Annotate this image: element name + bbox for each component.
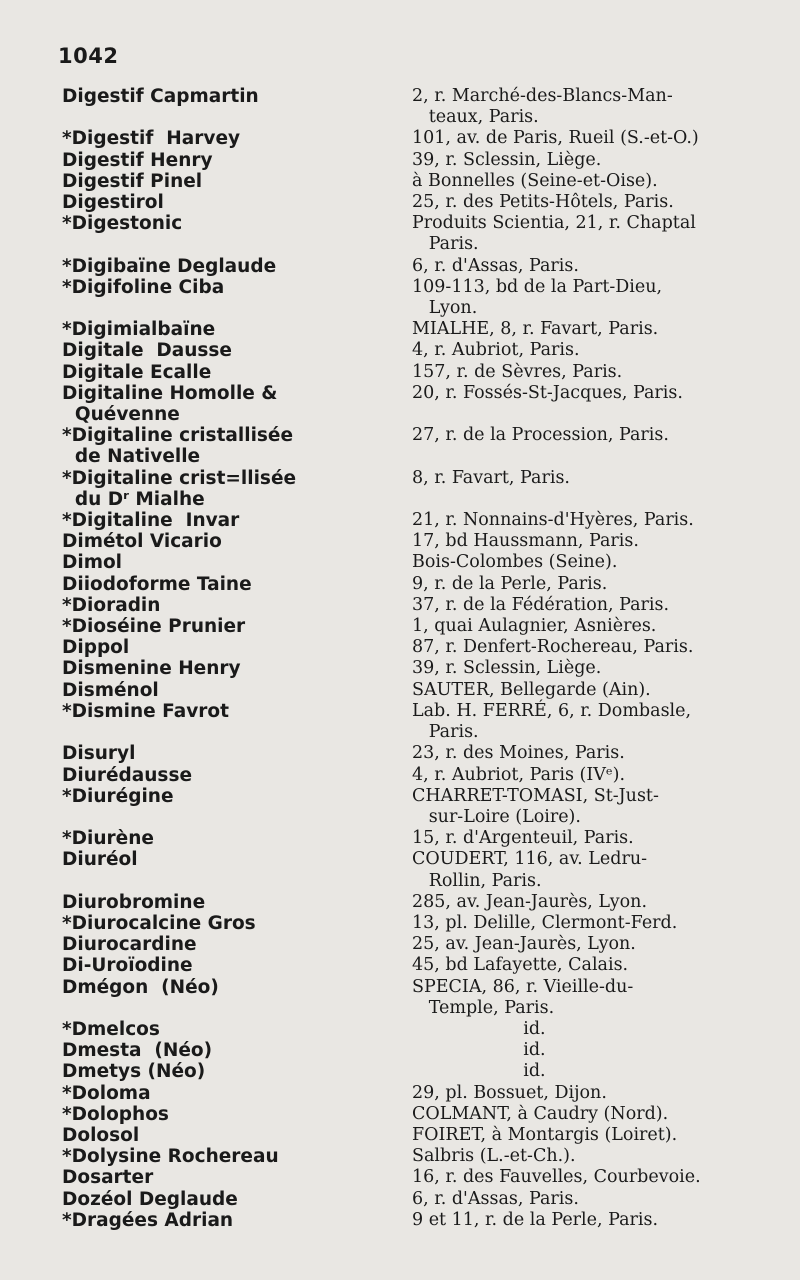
list-item <box>0 1189 800 1210</box>
list-item <box>0 892 800 913</box>
product-address: id. <box>412 1061 546 1082</box>
list-item <box>0 1210 800 1231</box>
entry-list <box>0 86 800 1231</box>
list-item <box>0 680 800 701</box>
product-address: 21, r. Nonnains-d'Hyères, Paris. <box>412 510 694 531</box>
list-item <box>0 743 800 764</box>
product-address: FOIRET, à Montargis (Loiret). <box>412 1124 678 1145</box>
list-item <box>0 828 800 849</box>
product-name: Diuréol <box>62 849 138 871</box>
list-item <box>0 1019 800 1040</box>
list-item <box>0 977 800 1019</box>
product-address: 4, r. Aubriot, Paris (IVᵉ). <box>412 764 626 785</box>
product-name: Dosarter <box>62 1167 154 1189</box>
product-name: Digitale Dausse <box>62 340 232 362</box>
list-item <box>0 510 800 531</box>
product-address: 157, r. de Sèvres, Paris. <box>412 361 623 382</box>
product-address: 9 et 11, r. de la Perle, Paris. <box>412 1209 659 1230</box>
product-address: COLMANT, à Caudry (Nord). <box>412 1103 669 1124</box>
list-item <box>0 849 800 891</box>
product-address: 29, pl. Bossuet, Dijon. <box>412 1082 607 1103</box>
list-item <box>0 1167 800 1188</box>
product-name: Digestif Capmartin <box>62 86 259 107</box>
list-item <box>0 934 800 955</box>
product-address: 25, r. des Petits-Hôtels, Paris. <box>412 192 674 213</box>
product-address: 27, r. de la Procession, Paris. <box>412 425 669 446</box>
product-address: 6, r. d'Assas, Paris. <box>412 1188 579 1209</box>
product-name: *Dragées Adrian <box>62 1209 234 1231</box>
product-address: 6, r. d'Assas, Paris. <box>412 255 579 276</box>
product-name: *Digestif Harvey <box>62 128 241 150</box>
product-address: id. <box>412 1018 546 1039</box>
product-name: Digitale Ecalle <box>62 361 212 383</box>
product-address: Bois-Colombes (Seine). <box>412 552 618 573</box>
list-item <box>0 425 800 467</box>
list-item <box>0 574 800 595</box>
product-name: Diiodoforme Taine <box>62 573 252 595</box>
list-item <box>0 1061 800 1082</box>
product-address: 15, r. d'Argenteuil, Paris. <box>412 828 634 849</box>
list-item <box>0 1040 800 1061</box>
list-item <box>0 616 800 637</box>
product-address: Lab. H. FERRÉ, 6, r. Dombasle, Paris. <box>412 700 692 743</box>
product-name: *Digitaline cristallisée de Nativelle <box>62 425 294 468</box>
product-name: Digestirol <box>62 192 164 214</box>
product-address: 37, r. de la Fédération, Paris. <box>412 594 670 615</box>
product-address: CHARRET-TOMASI, St-Just- sur-Loire (Loire). <box>412 785 659 827</box>
product-address: COUDERT, 116, av. Ledru- Rollin, Paris. <box>412 849 648 891</box>
list-item <box>0 786 800 828</box>
product-address: 25, av. Jean-Jaurès, Lyon. <box>412 934 636 955</box>
list-item <box>0 1104 800 1125</box>
product-name: *Diurène <box>62 828 154 850</box>
product-address: à Bonnelles (Seine-et-Oise). <box>412 170 658 191</box>
list-item <box>0 362 800 383</box>
product-name: Dimol <box>62 552 123 574</box>
product-name: *Dolysine Rochereau <box>62 1146 279 1168</box>
product-name: Diurobromine <box>62 891 206 913</box>
product-address: 17, bd Haussmann, Paris. <box>412 531 639 552</box>
list-item <box>0 86 800 128</box>
product-address: 87, r. Denfert-Rochereau, Paris. <box>412 637 694 658</box>
product-name: *Digitaline Invar <box>62 510 240 532</box>
product-name: *Digitaline crist=llisée du Dʳ Mialhe <box>62 467 297 510</box>
product-name: Digestif Henry <box>62 149 213 171</box>
product-address: id. <box>412 1040 546 1061</box>
product-address: 39, r. Sclessin, Liège. <box>412 658 602 679</box>
product-name: *Diurocalcine Gros <box>62 912 256 934</box>
product-name: Dippol <box>62 637 130 659</box>
product-address: 285, av. Jean-Jaurès, Lyon. <box>412 891 648 912</box>
product-address: 4, r. Aubriot, Paris. <box>412 340 580 361</box>
list-item <box>0 913 800 934</box>
product-address: 8, r. Favart, Paris. <box>412 467 570 488</box>
product-name: *Dismine Favrot <box>62 700 229 722</box>
list-item <box>0 171 800 192</box>
list-item <box>0 701 800 743</box>
product-name: Diurédausse <box>62 764 193 786</box>
product-name: *Dioradin <box>62 594 161 616</box>
product-name: *Dolophos <box>62 1103 169 1125</box>
list-item <box>0 256 800 277</box>
product-address: 2, r. Marché-des-Blancs-Man- teaux, Paris. <box>412 86 673 128</box>
product-name: *Dmelcos <box>62 1018 160 1040</box>
product-name: Disuryl <box>62 743 136 765</box>
product-address: 20, r. Fossés-St-Jacques, Paris. <box>412 382 683 403</box>
product-address: 9, r. de la Perle, Paris. <box>412 573 608 594</box>
list-item <box>0 319 800 340</box>
list-item <box>0 1125 800 1146</box>
list-item <box>0 213 800 255</box>
product-address: 16, r. des Fauvelles, Courbevoie. <box>412 1167 701 1188</box>
product-address: 109-113, bd de la Part-Dieu, Lyon. <box>412 276 663 319</box>
product-name: *Digestonic <box>62 213 183 235</box>
product-address: 39, r. Sclessin, Liège. <box>412 149 602 170</box>
list-item <box>0 1146 800 1167</box>
product-name: Dozéol Deglaude <box>62 1188 238 1210</box>
product-name: Digestif Pinel <box>62 170 203 192</box>
product-name: *Dioséine Prunier <box>62 616 246 638</box>
list-item <box>0 595 800 616</box>
product-address: 1, quai Aulagnier, Asnières. <box>412 616 657 637</box>
product-address: SAUTER, Bellegarde (Ain). <box>412 679 651 700</box>
list-item <box>0 637 800 658</box>
product-address: MIALHE, 8, r. Favart, Paris. <box>412 319 659 340</box>
product-address: 13, pl. Delille, Clermont-Ferd. <box>412 912 678 933</box>
product-name: Dmégon (Néo) <box>62 976 219 998</box>
list-item <box>0 192 800 213</box>
list-item <box>0 1083 800 1104</box>
product-name: Dolosol <box>62 1124 140 1146</box>
list-item <box>0 340 800 361</box>
product-name: Digitaline Homolle & Quévenne <box>62 382 278 426</box>
product-name: Disménol <box>62 679 159 701</box>
product-address: 45, bd Lafayette, Calais. <box>412 955 629 976</box>
list-item <box>0 658 800 679</box>
product-name: Dimétol Vicario <box>62 531 222 553</box>
list-item <box>0 277 800 319</box>
product-name: *Digibaïne Deglaude <box>62 255 277 277</box>
product-address: 23, r. des Moines, Paris. <box>412 743 625 764</box>
product-name: *Diurégine <box>62 785 174 807</box>
product-address: Produits Scientia, 21, r. Chaptal Paris. <box>412 213 696 255</box>
list-item <box>0 150 800 171</box>
product-name: Dmetys (Néo) <box>62 1061 206 1083</box>
product-name: *Digifoline Ciba <box>62 276 225 298</box>
list-item <box>0 128 800 149</box>
product-name: *Digimialbaïne <box>62 319 216 341</box>
list-item <box>0 552 800 573</box>
product-address: SPECIA, 86, r. Vieille-du- Temple, Paris. <box>412 976 634 1018</box>
list-item <box>0 383 800 425</box>
product-address: 101, av. de Paris, Rueil (S.-et-O.) <box>412 128 699 149</box>
product-address: Salbris (L.-et-Ch.). <box>412 1146 576 1167</box>
page-number: 1042 <box>58 44 119 68</box>
product-name: *Doloma <box>62 1082 151 1104</box>
list-item <box>0 765 800 786</box>
product-name: Dismenine Henry <box>62 658 241 680</box>
product-name: Di-Uroïodine <box>62 955 193 977</box>
list-item <box>0 955 800 976</box>
list-item <box>0 468 800 510</box>
product-name: Dmesta (Néo) <box>62 1040 213 1062</box>
list-item <box>0 531 800 552</box>
product-name: Diurocardine <box>62 934 197 956</box>
